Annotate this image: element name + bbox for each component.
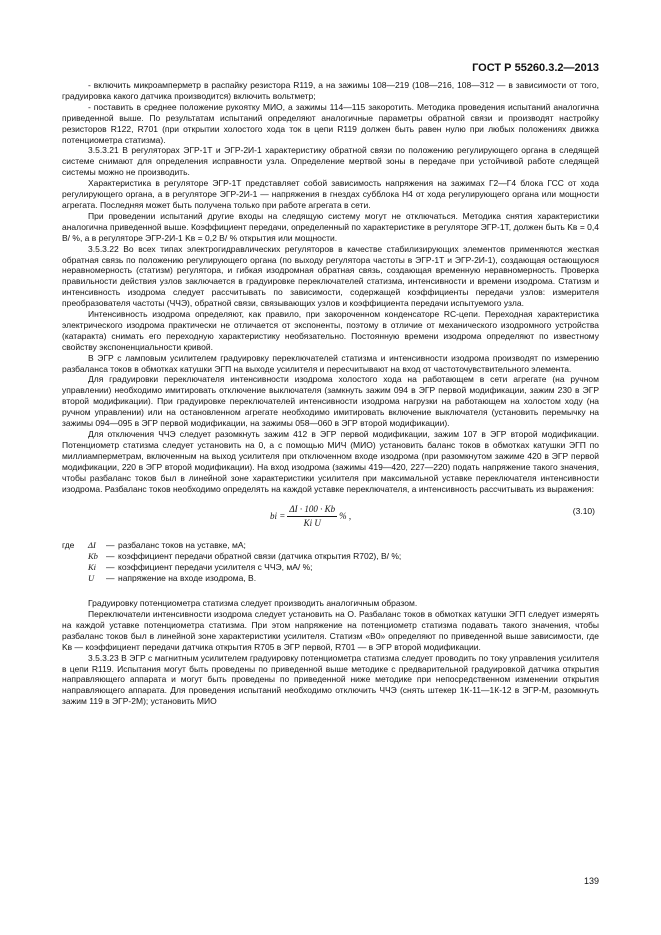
definition-row: где ΔI — разбаланс токов на уставке, мА; [62, 540, 246, 551]
paragraph: При проведении испытаний другие входы на следящую систему могут не отключаться. Методика снятия характеристики аналогична приведенной выше. Коэффициент передачи, определенный по характеристике в регуляторе ЭГР-1Т, должен быть Kв = 0,4 В/ %, а в регуляторе ЭГР-2И-1 Kв = 0,2 В/ % открытия или мощности. [62, 210, 599, 243]
formula-expression [270, 504, 351, 529]
definition-text: коэффициент передачи усилителя с ЧЧЭ, мА/ %; [118, 562, 313, 573]
paragraph: Интенсивность изодрома определяют, как правило, при закороченном конденсаторе RC-цепи. Переходная характеристика электрического изодрома практически не отличается от экспоненты, поэтому в отличие от механического изодромного устройства (катаракта) снимать его переходную характеристику необязательно. Постоянную времени изодрома определяют по известному свойству экспоненциальности кривой. [62, 309, 599, 352]
definition-row: Kb — коэффициент передачи обратной связи (датчика открытия R702), В/ %; [88, 551, 402, 562]
formula-fraction [287, 504, 337, 529]
standard-header: ГОСТ Р 55260.3.2—2013 [472, 62, 599, 74]
formula-denominator: Ki U [303, 518, 321, 529]
definition-row: U — напряжение на входе изодрома, В. [88, 573, 257, 584]
paragraph: 3.5.3.22 Во всех типах электрогидравлических регуляторов в качестве стабилизирующих элементов применяются жесткая обратная связь по положению регулирующего органа (по выходу регулятора частоты в ЭГР-1Т и ЭГР-2И-1), создающая остающуюся неравномерность (статизм) регулятора, и гибкая изодромная обратная связь, создающая временную неравномерность. Проверка правильности действия узлов заключается в градуировке переключателей статизма, интенсивности и времени изодрома. Статизм и интенсивность изодрома следует рассчитывать по зависимости, содержащей коэффициенты передачи узлов: измерителя преобразователя частоты (ЧЧЭ), обратной связи, связывающих узлов и коэффициента передачи испытуемого узла. [62, 243, 599, 309]
definition-text: разбаланс токов на уставке, мА; [118, 540, 246, 551]
formula-number: (3.10) [572, 506, 595, 517]
page-number: 139 [583, 876, 599, 886]
paragraph: Переключатели интенсивности изодрома следует установить на О. Разбаланс токов в обмотках катушки ЭГП следует измерять на каждой уставке потенциометра статизма. При этом напряжение на потенциометр статизма подавать такого значения, чтобы разбаланс токов был в линейной зоне характеристики усилителя. Статизм «В0» определяют по приведенной выше зависимости, где Kв — коэффициент передачи датчика открытия R705 в ЭГР первой, R701 — в ЭГР второй модификации. [62, 608, 599, 652]
formula-unit: % , [339, 511, 352, 522]
paragraph: 3.5.3.21 В регуляторах ЭГР-1Т и ЭГР-2И-1 характеристику обратной связи по положению регулирующего органа в следящей системе снимают для определения исправности узла. Определение мертвой зоны в передаче при устойчивой работе следящей системы можно не производить. [62, 145, 599, 178]
definition-symbol: U [88, 573, 95, 584]
paragraph: Для отключения ЧЧЭ следует разомкнуть зажим 412 в ЭГР первой модификации, зажим 107 в ЭГР второй модификации. Потенциометр статизма следует установить на 0, а с помощью МИЧ (МИО) установить баланс токов в обмотках катушки ЭГП по миллиамперметрам, включенным на выход усилителя при отключенном входе изодрома (при разомкнутом зажиме 420 в ЭГР первой модификации, 220 в ЭГР второй модификации). На вход изодрома (зажимы 419—420, 227—220) подать напряжение такого значения, чтобы разбаланс токов был в линейной зоне характеристики усилителя при максимальной уставке переключателя интенсивности изодрома. Разбаланс токов необходимо определять на каждой уставке переключателя, а интенсивность рассчитывать из выражения: [62, 429, 599, 494]
where-label: где [62, 540, 75, 551]
paragraph: Характеристика в регуляторе ЭГР-1Т представляет собой зависимость напряжения на зажимах Г2—Г4 блока ГСС от хода регулирующего органа, а в регуляторе ЭГР-2И-1 — напряжения в гнездах субблока Н4 от хода регулирующего органа или мощности агрегата. Последняя может быть получена только при работе агрегата в сети. [62, 178, 599, 210]
definition-symbol: Kb [88, 551, 98, 562]
formula-numerator: ΔI · 100 · Kb [287, 504, 337, 517]
paragraph: 3.5.3.23 В ЭГР с магнитным усилителем градуировку потенциометра статизма следует проводить по току управления усилителя в цепи R119. Испытания могут быть проведены по приведенной выше методике с предварительной градуировкой датчика открытия направляющего аппарата и могут быть проведены по приведенной ниже методике при непосредственном изменении открытия направляющего аппарата. Для проведения испытаний необходимо отключить ЧЧЭ (снять штекер 1К-11—1К-12 в ЭГР-М, разомкнуть зажим 119 в ЭГР-2М); установить МИО [62, 652, 599, 707]
definitions-list [62, 540, 599, 584]
formula-block [62, 498, 599, 538]
definition-symbol: Ki [88, 562, 97, 573]
paragraph: Градуировку потенциометра статизма следует производить аналогичным образом. [88, 598, 418, 609]
definition-row: Ki — коэффициент передачи усилителя с ЧЧЭ, мА/ %; [88, 562, 313, 573]
paragraph: Для градуировки переключателя интенсивности изодрома холостого хода на работающем в сети агрегате (на ручном управлении) необходимо имитировать отключение выключателя (замкнуть зажим 094 в ЭГР первой модификации, зажим 230 в ЭГР второй модификации). При градуировке переключателей интенсивности изодрома нагрузки на работающем на холостом ходу (на ручном управлении) или на остановленном агрегате необходимо имитировать включение выключателя (установить перемычку на зажимы 094—095 в ЭГР первой модификации, на зажимы 058—060 в ЭГР второй модификации). [62, 374, 599, 429]
definition-symbol: ΔI [88, 540, 96, 551]
paragraph: - включить микроамперметр в распайку резистора R119, а на зажимы 108—219 (108—216, 108—312 — в зависимости от того, градуировка какого датчика производится) включить вольтметр; [62, 80, 599, 101]
formula-lhs: bi = [270, 511, 286, 522]
definition-text: коэффициент передачи обратной связи (датчика открытия R702), В/ %; [118, 551, 402, 562]
definition-text: напряжение на входе изодрома, В. [118, 573, 257, 584]
paragraph: - поставить в среднее положение рукоятку МИО, а зажимы 114—115 закоротить. Методика проведения испытаний аналогична приведенной выше. По результатам испытаний определяют аналогичные параметры обратной связи и производят настройку резисторов R122, R701 (при открытии холостого хода ток в цепи R119 должен быть равен нулю при любых положениях движка потенциометра статизма). [62, 101, 599, 145]
document-body [62, 80, 599, 707]
paragraph: В ЭГР с ламповым усилителем градуировку переключателей статизма и интенсивности изодрома производят по измерению разбаланса токов в обмотках катушки ЭГП на выходе усилителя и пересчитывают на вход от частоточувствительного элемента. [62, 352, 599, 374]
